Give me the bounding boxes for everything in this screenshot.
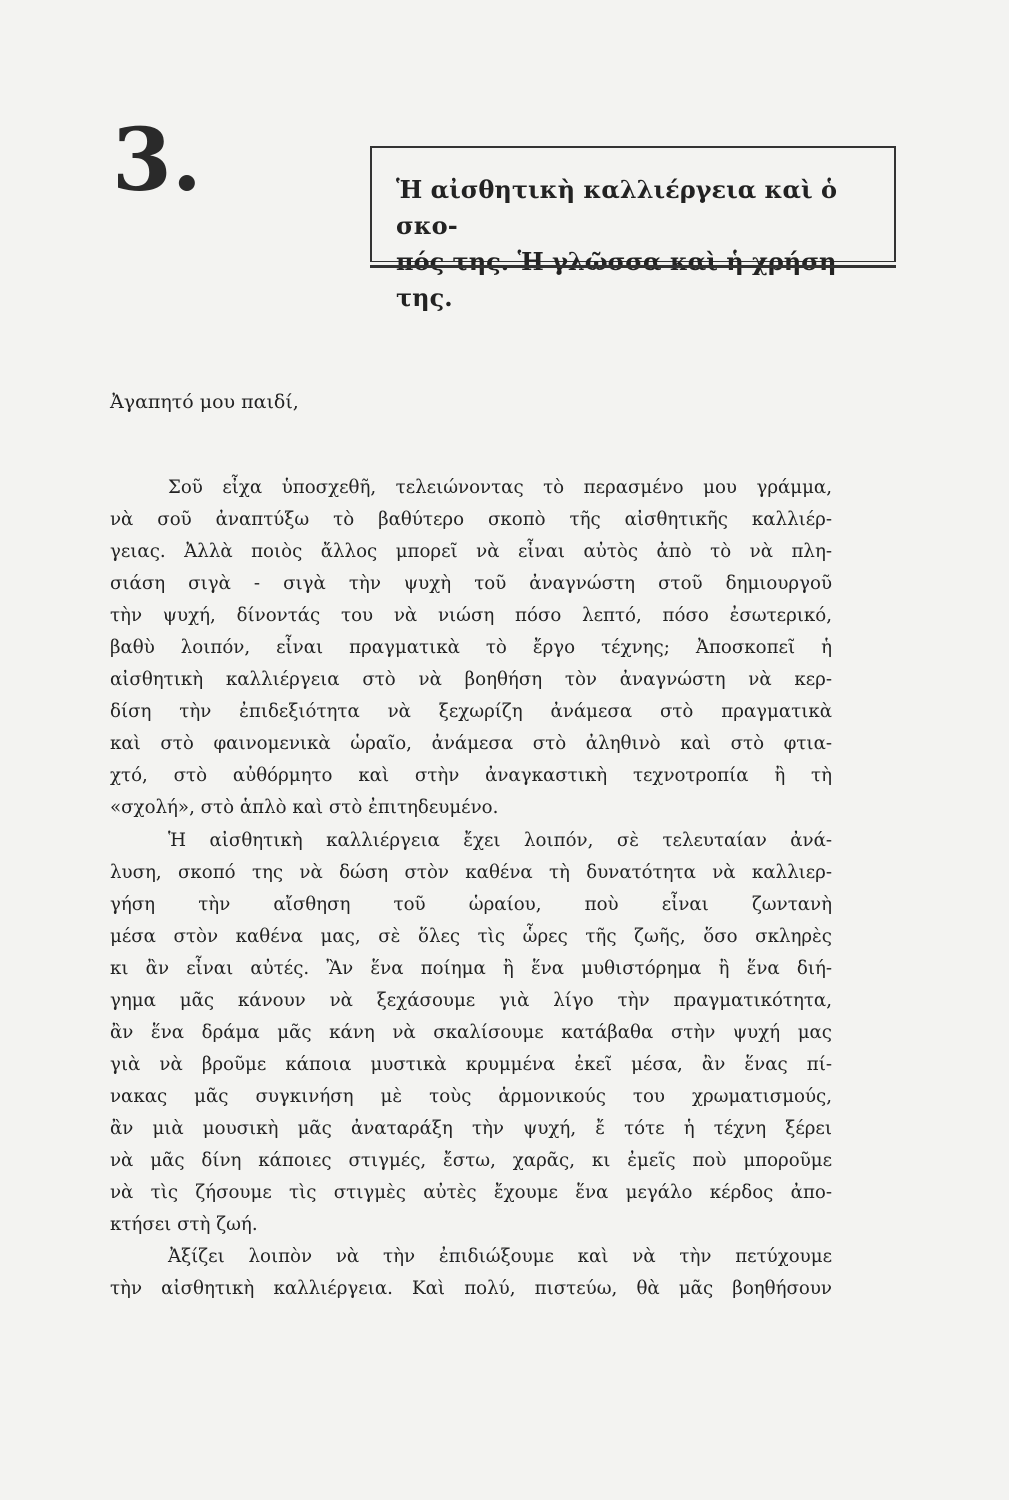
text-line: Ἀξίζει λοιπὸν νὰ τὴν ἐπιδιώξουμε καὶ νὰ τὴν πετύχουμε — [168, 1246, 832, 1268]
chapter-title — [396, 172, 876, 316]
text-line: νὰ σοῦ ἀναπτύξω τὸ βαθύτερο σκοπὸ τῆς αἰσθητικῆς καλλιέρ- — [110, 509, 832, 531]
text-line: γημα μᾶς κάνουν νὰ ξεχάσουμε γιὰ λίγο τὴν πραγματικότητα, — [110, 989, 832, 1011]
chapter-title-box — [370, 146, 896, 312]
text-line: γήση τὴν αἴσθηση τοῦ ὡραίου, ποὺ εἶναι ζωντανὴ — [110, 893, 832, 915]
text-line: νὰ μᾶς δίνη κάποιες στιγμές, ἔστω, χαρᾶς, κι ἐμεῖς ποὺ μποροῦμε — [110, 1149, 832, 1171]
text-line: λυση, σκοπό της νὰ δώση στὸν καθένα τὴ δυνατότητα νὰ καλλιερ- — [110, 861, 832, 883]
chapter-title-line: Ἡ αἰσθητικὴ καλλιέργεια καὶ ὁ σκο- — [396, 175, 837, 240]
text-line: σιάση σιγὰ - σιγὰ τὴν ψυχὴ τοῦ ἀναγνώστη στοῦ δημιουργοῦ — [110, 573, 832, 595]
body-text — [110, 472, 832, 1305]
text-line: μέσα στὸν καθένα μας, σὲ ὅλες τὶς ὧρες τῆς ζωῆς, ὅσο σκληρὲς — [110, 925, 832, 947]
text-line: Ἡ αἰσθητικὴ καλλιέργεια ἔχει λοιπόν, σὲ τελευταίαν ἀνά- — [168, 829, 832, 851]
text-line: δίση τὴν ἐπιδεξιότητα νὰ ξεχωρίζη ἀνάμεσα στὸ πραγματικὰ — [110, 701, 832, 723]
text-line: κτήσει στὴ ζωή. — [110, 1214, 258, 1236]
text-line: νακας μᾶς συγκινήση μὲ τοὺς ἁρμονικούς του χρωματισμούς, — [110, 1085, 832, 1107]
salutation: Ἀγαπητό μου παιδί, — [110, 391, 299, 413]
text-line: τὴν ψυχή, δίνοντάς του νὰ νιώση πόσο λεπτό, πόσο ἐσωτερικό, — [110, 605, 832, 627]
text-line: χτό, στὸ αὐθόρμητο καὶ στὴν ἀναγκαστικὴ τεχνοτροπία ἢ τὴ — [110, 765, 832, 787]
chapter-number: 3. — [112, 110, 202, 211]
text-line: βαθὺ λοιπόν, εἶναι πραγματικὰ τὸ ἔργο τέχνης; Ἀποσκοπεῖ ἡ — [110, 637, 832, 659]
text-line: γιὰ νὰ βροῦμε κάποια μυστικὰ κρυμμένα ἐκεῖ μέσα, ἂν ἕνας πί- — [110, 1053, 832, 1075]
text-line: καὶ στὸ φαινομενικὰ ὡραῖο, ἀνάμεσα στὸ ἀληθινὸ καὶ στὸ φτια- — [110, 733, 832, 755]
text-line: γειας. Ἀλλὰ ποιὸς ἄλλος μπορεῖ νὰ εἶναι αὐτὸς ἀπὸ τὸ νὰ πλη- — [110, 541, 832, 563]
text-line: αἰσθητικὴ καλλιέργεια στὸ νὰ βοηθήση τὸν ἀναγνώστη νὰ κερ- — [110, 669, 832, 691]
chapter-title-line: πός της. Ἡ γλῶσσα καὶ ἡ χρήση της. — [396, 247, 837, 312]
text-line: τὴν αἰσθητικὴ καλλιέργεια. Καὶ πολύ, πιστεύω, θὰ μᾶς βοηθήσουν — [110, 1278, 832, 1300]
text-line: Σοῦ εἶχα ὑποσχεθῆ, τελειώνοντας τὸ περασμένο μου γράμμα, — [168, 477, 832, 498]
text-line: κι ἂν εἶναι αὐτές. Ἂν ἕνα ποίημα ἢ ἕνα μυθιστόρημα ἢ ἕνα διή- — [110, 957, 832, 979]
text-line: «σχολή», στὸ ἁπλὸ καὶ στὸ ἐπιτηδευμένο. — [110, 797, 499, 819]
text-line: ἂν μιὰ μουσικὴ μᾶς ἀναταράξη τὴν ψυχή, ἔ τότε ἡ τέχνη ξέρει — [110, 1117, 832, 1139]
text-line: ἂν ἕνα δράμα μᾶς κάνη νὰ σκαλίσουμε κατάβαθα στὴν ψυχή μας — [110, 1021, 832, 1043]
text-line: νὰ τὶς ζήσουμε τὶς στιγμὲς αὐτὲς ἔχουμε ἕνα μεγάλο κέρδος ἀπο- — [110, 1182, 832, 1204]
